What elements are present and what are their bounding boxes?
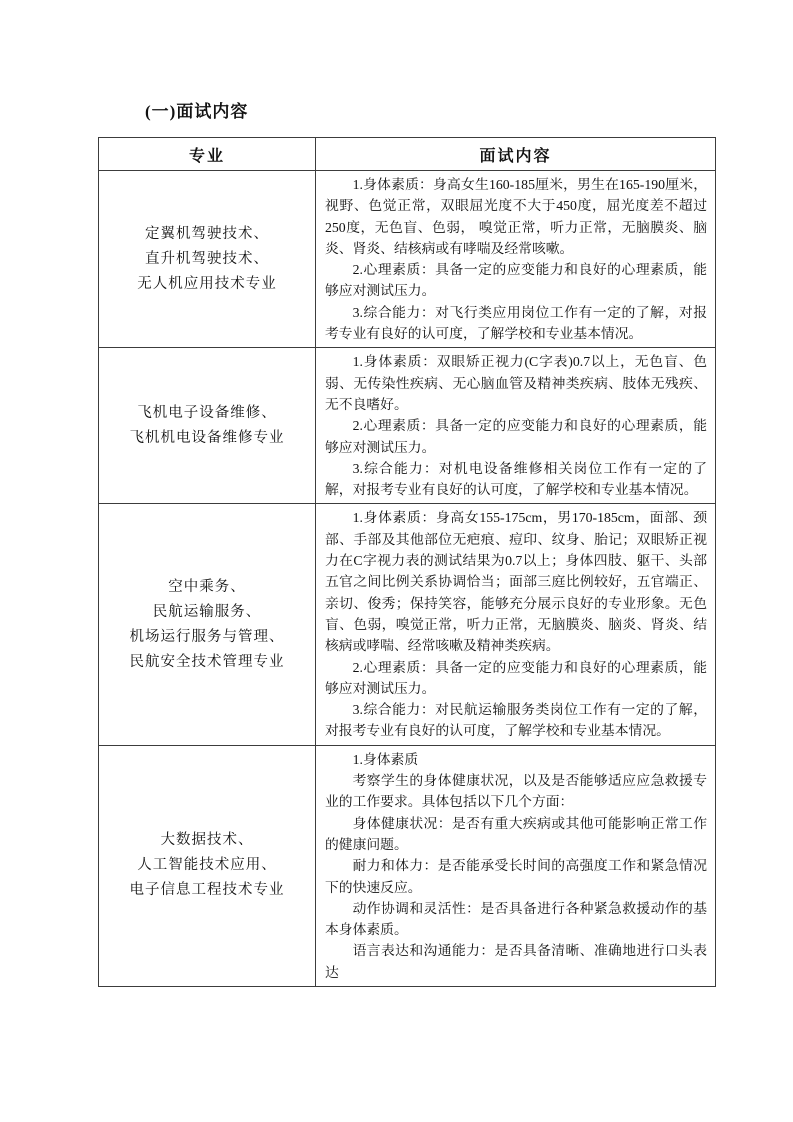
content-paragraph: 身体健康状况：是否有重大疾病或其他可能影响正常工作的健康问题。 bbox=[325, 815, 707, 852]
major-name: 直升机驾驶技术、 bbox=[145, 250, 269, 267]
content-cell bbox=[316, 171, 716, 348]
major-cell bbox=[99, 171, 316, 348]
content-cell bbox=[316, 348, 716, 504]
content-paragraph: 3.综合能力：对飞行类应用岗位工作有一定的了解，对报考专业有良好的认可度，了解学校和专业基本情况。 bbox=[325, 304, 707, 342]
header-major: 专业 bbox=[99, 138, 316, 171]
content-paragraph: 2.心理素质：具备一定的应变能力和良好的心理素质，能够应对测试压力。 bbox=[325, 418, 707, 455]
major-name: 电子信息工程技术专业 bbox=[129, 882, 285, 899]
content-paragraph: 语言表达和沟通能力：是否具备清晰、准确地进行口头表达 bbox=[325, 943, 707, 980]
content-paragraph: 1.身体素质：双眼矫正视力(C字表)0.7以上，无色盲、色弱、无传染性疾病、无心脑血管及精神类疾病、肢体无残疾、无不良嗜好。 bbox=[325, 354, 707, 412]
content-paragraph: 1.身体素质：身高女生160-185厘米，男生在165-190厘米，视野、色觉正常，双眼屈光度不大于450度，屈光度差不超过250度，无色盲、色弱， 嗅觉正常，听力正常，无脑膜炎、脑炎、肾炎、结核病或有哮喘及经常咳嗽。 bbox=[325, 177, 707, 256]
content-paragraph: 3.综合能力：对机电设备维修相关岗位工作有一定的了解，对报考专业有良好的认可度，了解学校和专业基本情况。 bbox=[325, 460, 707, 498]
content-paragraph: 耐力和体力：是否能承受长时间的高强度工作和紧急情况下的快速反应。 bbox=[325, 858, 707, 895]
table-row-it-majors bbox=[99, 745, 716, 986]
major-cell bbox=[99, 348, 316, 504]
content-paragraph: 1.身体素质：身高女155-175cm，男170-185cm，面部、颈部、手部及其他部位无疤痕、痘印、纹身、胎记；双眼矫正视力在C字视力表的测试结果为0.7以上；身体四肢、躯干、头部 五官之间比例关系协调恰当；面部三庭比例较好，五官端正、亲切、俊秀；保持笑容，能够充分展示良好的专业形象。无色盲、色弱，嗅觉正常，听力正常，无脑膜炎、脑炎、肾炎、结核病或哮喘、经常咳嗽及精神类疾病。 bbox=[325, 510, 707, 654]
content-paragraph: 2.心理素质：具备一定的应变能力和良好的心理素质，能够应对测试压力。 bbox=[325, 262, 707, 299]
major-name: 机场运行服务与管理、 bbox=[129, 628, 285, 645]
content-cell bbox=[316, 745, 716, 986]
major-name: 空中乘务、 bbox=[168, 578, 246, 595]
header-content: 面试内容 bbox=[316, 138, 716, 171]
section-heading: (一)面试内容 bbox=[145, 102, 249, 121]
major-cell bbox=[99, 504, 316, 745]
content-paragraph: 1.身体素质 bbox=[352, 751, 419, 767]
content-paragraph: 考察学生的身体健康状况，以及是否能够适应应急救援专业的工作要求。具体包括以下几个方面： bbox=[325, 773, 707, 810]
table-row-maintenance-majors bbox=[99, 348, 716, 504]
interview-content-table bbox=[98, 137, 716, 987]
content-cell bbox=[316, 504, 716, 745]
content-paragraph: 2.心理素质：具备一定的应变能力和良好的心理素质，能够应对测试压力。 bbox=[325, 659, 707, 696]
major-name: 人工智能技术应用、 bbox=[137, 857, 277, 874]
major-name: 飞机电子设备维修、 bbox=[137, 404, 277, 421]
table-row-pilot-majors bbox=[99, 171, 716, 348]
content-paragraph: 动作协调和灵活性：是否具备进行各种紧急救援动作的基本身体素质。 bbox=[325, 900, 707, 938]
major-name: 民航安全技术管理专业 bbox=[129, 653, 285, 670]
major-name: 定翼机驾驶技术、 bbox=[145, 225, 269, 242]
content-paragraph: 3.综合能力：对民航运输服务类岗位工作有一定的了解，对报考专业有良好的认可度，了解学校和专业基本情况。 bbox=[325, 702, 707, 739]
major-name: 大数据技术、 bbox=[160, 832, 254, 849]
table-row-cabin-service-majors bbox=[99, 504, 716, 745]
major-name: 飞机机电设备维修专业 bbox=[129, 429, 285, 446]
major-name: 无人机应用技术专业 bbox=[137, 275, 277, 292]
major-name: 民航运输服务、 bbox=[152, 603, 262, 620]
table-header-row bbox=[99, 138, 716, 171]
major-cell bbox=[99, 745, 316, 986]
